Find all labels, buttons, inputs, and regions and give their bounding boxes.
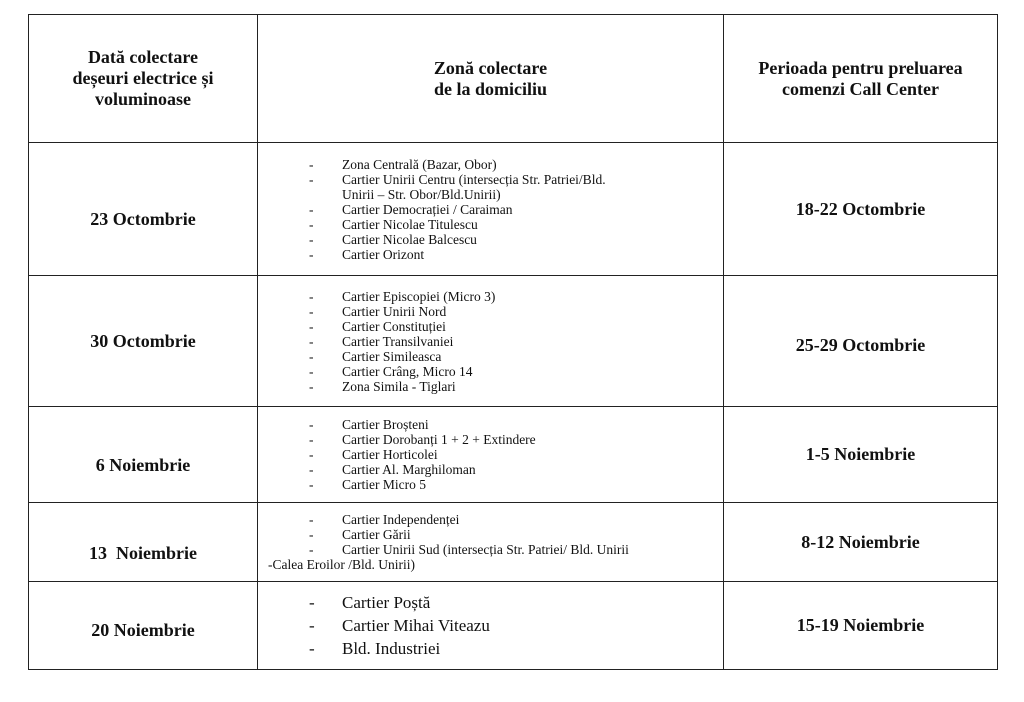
zone-item: - Zona Centrală (Bazar, Obor) — [309, 156, 497, 172]
zone-item: - Cartier Mihai Viteazu — [309, 616, 490, 635]
zone-list — [258, 157, 723, 262]
table-row — [29, 503, 998, 582]
header-collection-date: Dată colectare deșeuri electrice și voluminoase — [29, 15, 258, 143]
zone-item: - Cartier Simileasca — [309, 348, 442, 364]
order-period: 18-22 Octombrie — [724, 143, 998, 276]
order-period: 15-19 Noiembrie — [724, 582, 998, 670]
zone-list — [258, 417, 723, 492]
table-row — [29, 582, 998, 670]
zone-item: - Cartier Unirii Sud (intersecția Str. Patriei/ Bld. Unirii — [309, 542, 629, 557]
zone-item: - Cartier Crâng, Micro 14 — [309, 363, 473, 379]
zone-item: - Cartier Independenței — [309, 512, 460, 527]
zone-item: - Zona Simila - Tiglari — [309, 378, 456, 394]
zone-list-cell — [258, 276, 724, 407]
zone-list-cell — [258, 582, 724, 670]
zone-item: - Cartier Democrației / Caraiman — [309, 201, 513, 217]
zone-item: - Cartier Constituției — [309, 318, 446, 334]
zone-item-continuation: -Calea Eroilor /Bld. Unirii) — [268, 557, 415, 572]
collection-date: 23 Octombrie — [29, 143, 258, 276]
table-row — [29, 407, 998, 503]
zone-item: - Bld. Industriei — [309, 639, 441, 658]
zone-list — [258, 512, 723, 557]
table-row — [29, 276, 998, 407]
collection-date: 13 Noiembrie — [29, 503, 258, 582]
collection-date: 30 Octombrie — [29, 276, 258, 407]
zone-item: - Cartier Transilvaniei — [309, 333, 454, 349]
table-row — [29, 143, 998, 276]
order-period: 8-12 Noiembrie — [724, 503, 998, 582]
zone-item: - Cartier Unirii Centru (intersecția Str. Patriei/Bld. — [309, 171, 606, 187]
zone-item: - Cartier Horticolei — [309, 447, 438, 462]
zone-list — [258, 591, 723, 660]
zone-item: - Cartier Al. Marghiloman — [309, 462, 476, 477]
collection-date: 20 Noiembrie — [29, 582, 258, 670]
zone-item: - Cartier Micro 5 — [309, 477, 426, 492]
zone-item: - Cartier Unirii Nord — [309, 303, 447, 319]
zone-list-cell — [258, 143, 724, 276]
zone-item: - Cartier Dorobanți 1 + 2 + Extindere — [309, 432, 536, 447]
zone-item-continuation: Unirii – Str. Obor/Bld.Unirii) — [342, 186, 501, 202]
order-period: 1-5 Noiembrie — [724, 407, 998, 503]
zone-item: - Cartier Gării — [309, 527, 411, 542]
order-period: 25-29 Octombrie — [724, 276, 998, 407]
zone-item: - Cartier Poștă — [309, 593, 431, 612]
collection-schedule-table — [28, 14, 998, 670]
zone-item: - Cartier Nicolae Balcescu — [309, 231, 477, 247]
zone-item: - Cartier Episcopiei (Micro 3) — [309, 288, 496, 304]
collection-date: 6 Noiembrie — [29, 407, 258, 503]
zone-list — [258, 289, 723, 394]
header-collection-zone: Zonă colectare de la domiciliu — [258, 15, 724, 143]
zone-item: - Cartier Orizont — [309, 246, 425, 262]
zone-list-cell — [258, 503, 724, 582]
header-order-period: Perioada pentru preluarea comenzi Call Center — [724, 15, 998, 143]
zone-item: - Cartier Nicolae Titulescu — [309, 216, 478, 232]
table-header-row — [29, 15, 998, 143]
zone-item: - Cartier Broșteni — [309, 417, 429, 432]
zone-list-cell — [258, 407, 724, 503]
